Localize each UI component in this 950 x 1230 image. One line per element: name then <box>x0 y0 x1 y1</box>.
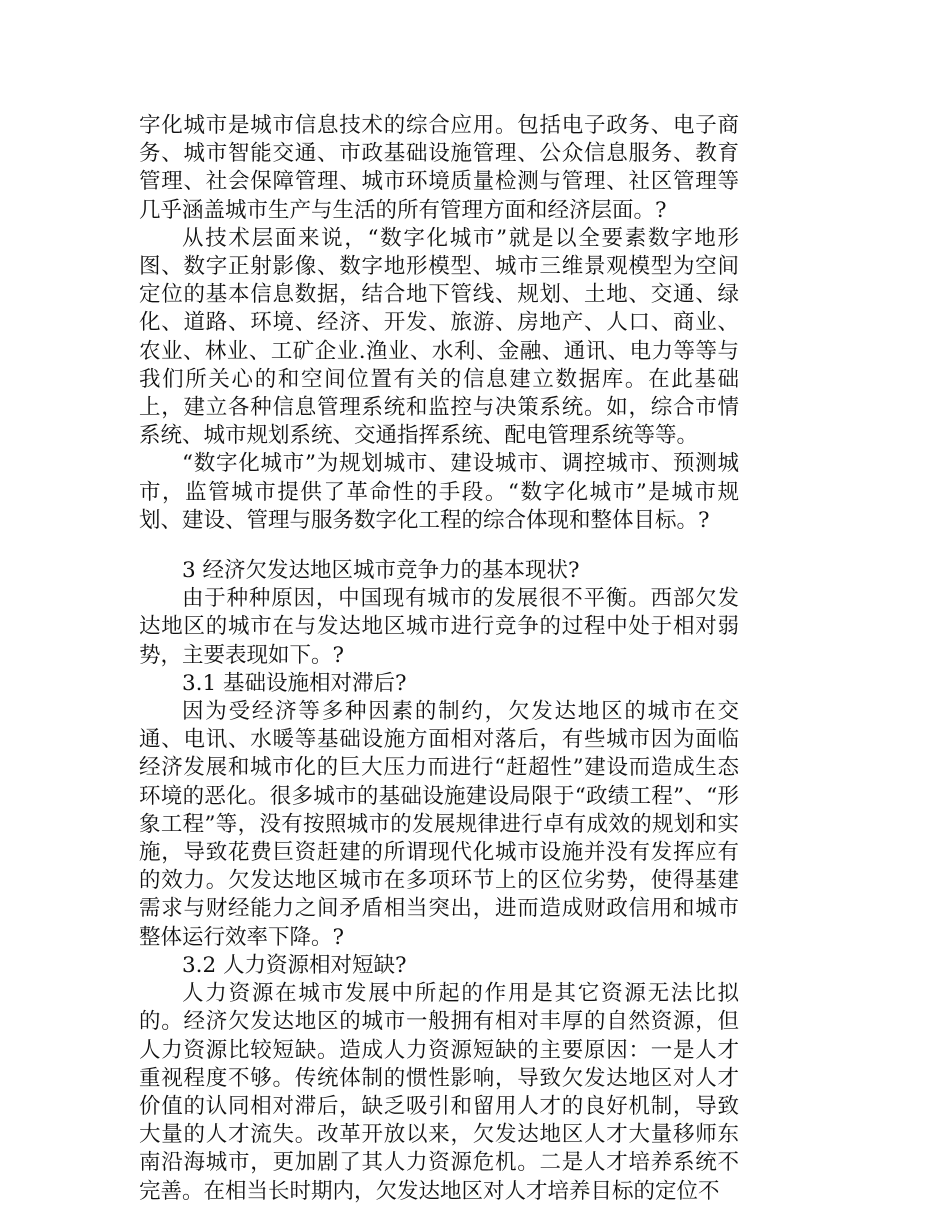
document-page <box>139 112 739 1206</box>
section-heading-3: 3 经济欠发达地区城市竞争力的基本现状? <box>182 558 580 584</box>
section-heading-3-2: 3.2 人力资源相对短缺? <box>182 952 407 978</box>
section-gap <box>139 535 739 557</box>
paragraph-revolutionary-means: “数字化城市”为规划城市、建设城市、调控城市、预测城市，监管城市提供了革命性的手段。“数字化城市”是城市规划、建设、管理与服务数字化工程的综合体现和整体目标。? <box>139 451 739 533</box>
section-heading-3-1: 3.1 基础设施相对滞后? <box>182 670 407 696</box>
paragraph-technical-definition: 从技术层面来说，“数字化城市”就是以全要素数字地形图、数字正射影像、数字地形模型、城市三维景观模型为空间定位的基本信息数据，结合地下管线、规划、土地、交通、绿化、道路、环境、经济、开发、旅游、房地产、人口、商业、农业、林业、工矿企业.渔业、水利、金融、通讯、电力等等与我们所关心的和空间位置有关的信息建立数据库。在此基础上，建立各种信息管理系统和监控与决策系统。如，综合市情系统、城市规划系统、交通指挥系统、配电管理系统等等。 <box>139 225 739 449</box>
paragraph-section-3-intro: 由于种种原因，中国现有城市的发展很不平衡。西部欠发达地区的城市在与发达地区城市进行竞争的过程中处于相对弱势，主要表现如下。? <box>139 586 739 668</box>
paragraph-human-resources: 人力资源在城市发展中所起的作用是其它资源无法比拟的。经济欠发达地区的城市一般拥有相对丰厚的自然资源，但人力资源比较短缺。造成人力资源短缺的主要原因：一是人才重视程度不够。传统体制的惯性影响，导致欠发达地区对人才价值的认同相对滞后，缺乏吸引和留用人才的良好机制，导致大量的人才流失。改革开放以来，欠发达地区人才大量移师东南沿海城市，更加剧了其人力资源危机。二是人才培养系统不完善。在相当长时期内，欠发达地区对人才培养目标的定位不 <box>139 981 739 1204</box>
paragraph-infrastructure: 因为受经济等多种因素的制约，欠发达地区的城市在交通、电讯、水暖等基础设施方面相对落后，有些城市因为面临经济发展和城市化的巨大压力而进行“赶超性”建设而造成生态环境的恶化。很多城市的基础设施建设局限于“政绩工程”、“形象工程”等，没有按照城市的发展规律进行卓有成效的规划和实施，导致花费巨资赶建的所谓现代化城市设施并没有发挥应有的效力。欠发达地区城市在多项环节上的区位劣势，使得基建需求与财经能力之间矛盾相当突出，进而造成财政信用和城市整体运行效率下降。? <box>139 699 739 950</box>
paragraph-digital-city-applications: 字化城市是城市信息技术的综合应用。包括电子政务、电子商务、城市智能交通、市政基础设施管理、公众信息服务、教育管理、社会保障管理、城市环境质量检测与管理、社区管理等几乎涵盖城市生产与生活的所有管理方面和经济层面。? <box>139 113 739 223</box>
